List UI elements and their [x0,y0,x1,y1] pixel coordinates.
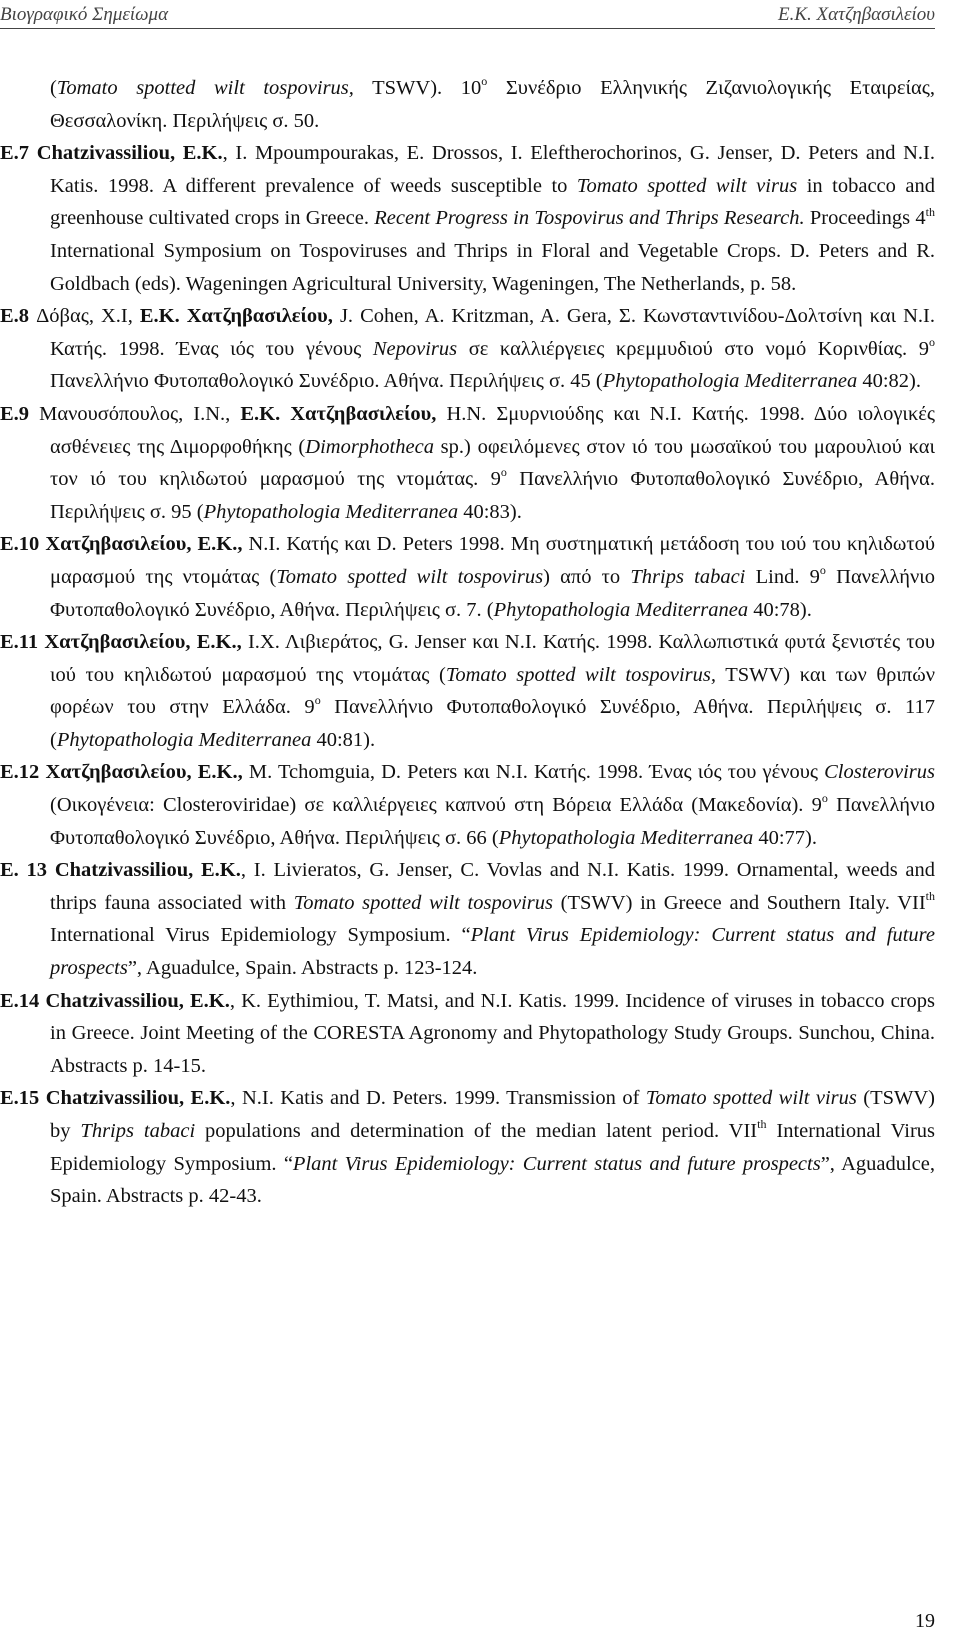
entry-text: Πανελλήνιο Φυτοπαθολογικό Συνέδριο, Αθήνα. Περιλήψεις σ. 7. ( [50,565,936,621]
entry-text: Lind. 9 [745,565,820,588]
entry-text: (TSWV) by [50,1087,935,1142]
entry-text: Μανουσόπουλος, Ι.Ν., [39,402,241,425]
italic-title: Plant Virus Epidemiology: Current status and future prospects [292,1152,821,1175]
ordinal-superscript: th [925,204,935,219]
entry-label: E.9 [0,402,30,425]
ordinal-superscript: ο [821,791,828,806]
entry-text: TSWV). 10 [353,77,482,99]
publication-list [0,72,935,1213]
ordinal-superscript: th [757,1117,767,1132]
ordinal-superscript: ο [481,74,488,89]
entry-label: E.10 [0,533,40,556]
entry-text: Συνέδριο Ελληνικής Ζιζανιολογικής Εταιρείας, Θεσσαλονίκη. Περιλήψεις σ. 50. [50,77,935,132]
author-highlight: Chatzivassiliou, E.K. [45,1087,231,1110]
ordinal-superscript: ο [314,693,321,708]
entry-text: populations and determination of the median latent period. VII [195,1120,758,1142]
entry-label: E.11 [0,631,39,654]
italic-title: Tomato spotted wilt virus [645,1087,857,1110]
entry-text: 40:82). [857,370,922,393]
entry-text: , N.I. Katis and D. Peters. 1999. Transmission of [230,1087,646,1110]
ordinal-superscript: ο [500,465,507,480]
italic-title: Phytopathologia Mediterranea [203,500,459,523]
italic-title: Phytopathologia Mediterranea [498,826,754,849]
entry-label: E.14 [0,989,40,1012]
entry-text: (TSWV) in Greece and Southern Italy. VII [552,891,926,914]
entry-label: E. 13 [0,859,48,882]
publication-entry [0,300,935,398]
italic-title: Tomato spotted wilt tospovirus [276,565,544,588]
ordinal-superscript: th [925,889,935,904]
italic-title: Tomato spotted wilt tospovirus, [445,663,716,686]
italic-title: Recent Progress in Tospovirus and Thrips Research. [374,207,805,230]
author-highlight: Chatzivassiliou, E.K. [36,142,223,165]
italic-title: Tomato spotted wilt tospovirus [293,891,553,914]
header-right-author: Ε.Κ. Χατζηβασιλείου [777,4,935,25]
publication-entry [0,626,935,756]
italic-title: Nepovirus [372,337,458,360]
entry-text: Η.Ν. Σμυρνιούδης και Ν.Ι. Κατής. 1998. Δύο ιολογικές ασθένειες της Διμορφοθήκης ( [50,402,935,458]
publication-entry [0,854,935,984]
ordinal-superscript: ο [929,334,935,349]
italic-title: Phytopathologia Mediterranea [493,598,749,621]
entry-text: M. Tchomguia, D. Peters και Ν.Ι. Κατής. 1998. Ένας ιός του γένους [242,761,825,784]
publication-entry [0,137,935,300]
entry-text: ) από το [543,565,631,588]
entry-text: 40:81). [311,728,376,751]
entry-text: Proceedings 4 [804,207,926,230]
entry-text: International Symposium on Tospoviruses and Thrips in Floral and Vegetable Crops. D. Peters and R. Goldbach (eds). Wageningen Agricultural University, Wageningen, The Netherlands, p. 58. [50,239,935,295]
entry-text: Δόβας, Χ.Ι, [36,305,140,328]
entry-text: σε καλλιέργειες κρεμμυδιού στο νομό Κορινθίας. 9 [457,337,929,360]
entry-label: E.7 [0,142,30,165]
entry-label: E.12 [0,761,40,784]
entry-text: Πανελλήνιο Φυτοπαθολογικό Συνέδριο. Αθήνα. Περιλήψεις σ. 45 ( [50,370,603,393]
italic-title: Closterovirus [824,761,935,784]
ordinal-superscript: ο [819,563,826,578]
publication-entry [0,756,935,854]
entry-text: (Οικογένεια: Closteroviridae) σε καλλιέργειες καπνού στη Βόρεια Ελλάδα (Μακεδονία). 9 [50,794,822,817]
italic-title: Plant Virus Epidemiology: Current status and future prospects [50,924,935,980]
header-left-title: Βιογραφικό Σημείωμα [0,4,169,25]
entry-text: International Virus Epidemiology Symposium. “ [50,924,471,947]
entry-label: E.8 [0,305,30,328]
italic-title: Tomato spotted wilt tospovirus, [56,77,354,99]
publication-entry [0,1082,935,1212]
italic-title: Thrips tabaci [630,565,746,588]
italic-title: Dimorphotheca [305,435,434,458]
entry-text: ”, Aguadulce, Spain. Abstracts p. 42-43. [50,1152,936,1208]
entry-text: Πανελλήνιο Φυτοπαθολογικό Συνέδριο, Αθήνα. Περιλήψεις σ. 66 ( [50,794,935,849]
entry-text: J. Cohen, A. Kritzman, A. Gera, Σ. Κωνσταντινίδου-Δολτσίνη και Ν.Ι. Κατής. 1998. Ένας ιός του γένους [50,305,935,360]
running-header [0,4,935,29]
entry-text: Ι.Χ. Λιβιεράτος, G. Jenser και Ν.Ι. Κατής. 1998. Καλλωπιστικά φυτά ξενιστές του ιού του κηλιδωτού μαρασμού της ντομάτας ( [50,631,935,686]
author-highlight: Χατζηβασιλείου, Ε.Κ., [44,631,242,654]
author-highlight: Χατζηβασιλείου, Ε.Κ., [45,761,243,784]
author-highlight: Chatzivassiliou, E.K. [45,989,230,1012]
italic-title: Thrips tabaci [80,1120,196,1142]
entry-text: , I. Livieratos, G. Jenser, C. Vovlas and N.I. Katis. 1999. Ornamental, weeds and thrips fauna associated with [50,859,936,914]
italic-title: Phytopathologia Mediterranea [602,370,858,393]
entry-text: sp.) οφειλόμενες στον ιό του μωσαϊκού του μαρουλιού και τον ιό του κηλιδωτού μαρασμού της ντομάτας. 9 [50,435,935,491]
entry-label: E.15 [0,1087,40,1110]
entry-text: 40:83). [458,500,522,523]
entry-text: , K. Eythimiou, T. Matsi, and N.I. Katis. 1999. Incidence of viruses in tobacco crops in Greece. Joint Meeting of the CORESTA Agronomy and Phytopathology Study Groups. Sunchou, China. Abstracts p. 14-15. [50,989,935,1077]
entry-text: Ν.Ι. Κατής και D. Peters 1998. Μη συστηματική μετάδοση του ιού του κηλιδωτού μαρασμού της ντομάτας ( [50,533,936,588]
page-number: 19 [915,1610,935,1632]
author-highlight: Ε.Κ. Χατζηβασιλείου, [139,305,333,328]
entry-text: International Virus Epidemiology Symposium. “ [50,1120,935,1175]
author-highlight: Ε.Κ. Χατζηβασιλείου, [240,402,437,425]
author-highlight: Chatzivassiliou, E.K. [54,859,241,882]
entry-text: TSWV) και των θριπών φορέων του στην Ελλάδα. 9 [50,663,935,719]
publication-entry [0,398,935,528]
entry-text: Πανελλήνιο Φυτοπαθολογικό Συνέδριο, Αθήνα. Περιλήψεις σ. 117 ( [50,696,935,751]
publication-entry [0,528,935,626]
publication-entry [0,985,935,1083]
author-highlight: Χατζηβασιλείου, Ε.Κ., [45,533,243,556]
italic-title: Phytopathologia Mediterranea [56,728,312,751]
entry-text: in tobacco and greenhouse cultivated crops in Greece. [50,174,935,230]
entry-text: 40:78). [748,598,812,621]
entry-text: , I. Mpoumpourakas, E. Drossos, I. Eleftherochorinos, G. Jenser, D. Peters and N.I. Katis. 1998. A different prevalence of weeds susceptible to [50,142,936,197]
entry-text: ( [50,77,57,99]
publication-entry [0,72,935,137]
entry-text: ”, Aguadulce, Spain. Abstracts p. 123-124. [127,957,478,980]
entry-text: 40:77). [753,826,818,849]
entry-text: Πανελλήνιο Φυτοπαθολογικό Συνέδριο, Αθήνα. Περιλήψεις σ. 95 ( [50,468,936,523]
italic-title: Tomato spotted wilt virus [576,174,798,197]
